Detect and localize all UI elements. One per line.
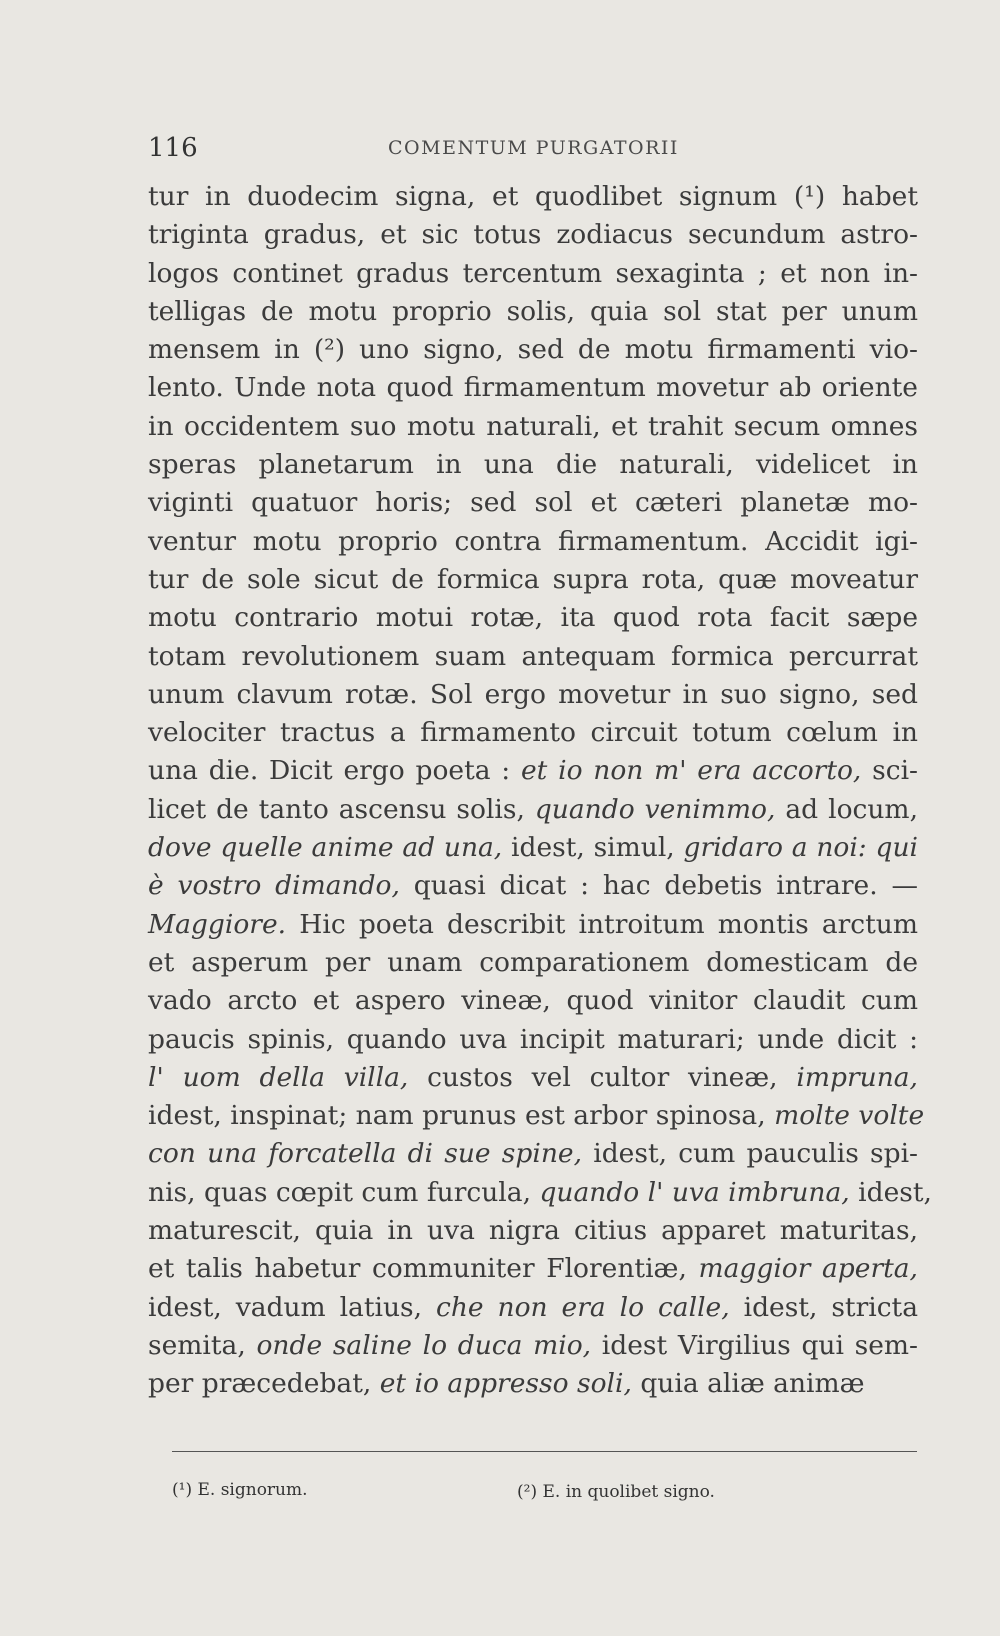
- text-run: totam revolutionem suam antequam formica percurrat: [148, 640, 918, 672]
- text-line: [148, 561, 918, 599]
- text-run: logos continet gradus tercentum sexaginta ; et non in-: [148, 257, 918, 289]
- text-line: [148, 216, 918, 254]
- text-line: [148, 906, 918, 944]
- text-run: telligas de motu proprio solis, quia sol stat per unum: [148, 295, 918, 327]
- text-line: [148, 1097, 925, 1135]
- text-line: [148, 255, 918, 293]
- italic-quote: et io non m' era accorto,: [521, 755, 862, 787]
- text-run: vado arcto et aspero vineæ, quod vinitor claudit cum: [148, 985, 918, 1017]
- italic-quote: Maggiore.: [148, 908, 287, 940]
- text-run: quia aliæ animæ: [631, 1368, 865, 1400]
- text-line: [148, 446, 918, 484]
- italic-quote: quando l' uva imbruna,: [539, 1176, 850, 1208]
- text-run: una die. Dicit ergo poeta :: [148, 755, 521, 787]
- text-run: ventur motu proprio contra firmamentum. Accidit igi-: [148, 525, 918, 557]
- text-line: [148, 752, 918, 790]
- text-line: [148, 714, 918, 752]
- text-line: [148, 1021, 918, 1059]
- italic-quote: con una forcatella di sue spine,: [148, 1138, 583, 1170]
- text-line: [148, 867, 918, 905]
- text-run: ad locum,: [775, 793, 918, 825]
- text-run: idest Virgilius qui sem-: [591, 1329, 919, 1361]
- text-run: motu contrario motui rotæ, ita quod rota facit sæpe: [148, 602, 918, 634]
- text-run: per præcedebat,: [148, 1368, 380, 1400]
- text-run: paucis spinis, quando uva incipit maturari; unde dicit :: [148, 1023, 918, 1055]
- text-line: [148, 1327, 918, 1365]
- text-line: [148, 944, 918, 982]
- page-number: 116: [148, 133, 198, 163]
- text-run: idest, simul,: [502, 832, 684, 864]
- text-run: idest,: [849, 1176, 932, 1208]
- text-line: [148, 599, 918, 637]
- italic-quote: dove quelle anime ad una,: [148, 832, 503, 864]
- text-run: quasi dicat : hac debetis intrare. —: [399, 870, 919, 902]
- body-text: [148, 178, 932, 1404]
- running-head: [148, 133, 918, 163]
- text-run: idest, inspinat; nam prunus est arbor spinosa,: [148, 1100, 775, 1132]
- italic-quote: onde saline lo duca mio,: [256, 1329, 592, 1361]
- text-run: et talis habetur communiter Florentiæ,: [148, 1253, 699, 1285]
- footnote-divider: [172, 1451, 917, 1452]
- text-line: [148, 1059, 918, 1097]
- footnote-1: (¹) E. signorum.: [172, 1480, 308, 1500]
- text-run: velociter tractus a firmamento circuit totum cœlum in: [148, 717, 918, 749]
- italic-quote: l' uom della villa,: [148, 1061, 409, 1093]
- footnote-2: (²) E. in quolibet signo.: [517, 1482, 715, 1502]
- italic-quote: et io appresso soli,: [379, 1368, 632, 1400]
- text-run: unum clavum rotæ. Sol ergo movetur in suo signo, sed: [148, 678, 918, 710]
- italic-quote: è vostro dimando,: [148, 870, 400, 902]
- text-run: custos vel cultor vineæ,: [408, 1061, 797, 1093]
- text-line: [148, 369, 918, 407]
- italic-quote: molte volte: [774, 1100, 925, 1132]
- text-run: idest, stricta: [729, 1291, 919, 1323]
- italic-quote: maggior aperta,: [698, 1253, 918, 1285]
- running-title: COMENTUM PURGATORII: [388, 137, 679, 159]
- italic-quote: impruna,: [796, 1061, 918, 1093]
- text-run: nis, quas cœpit cum furcula,: [148, 1176, 540, 1208]
- text-run: tur in duodecim signa, et quodlibet signum (¹) habet: [148, 181, 918, 212]
- text-run: maturescit, quia in uva nigra citius apparet maturitas,: [148, 1215, 918, 1247]
- text-run: lento. Unde nota quod firmamentum movetur ab oriente: [148, 372, 918, 404]
- text-run: idest, vadum latius,: [148, 1291, 436, 1323]
- text-line: [148, 523, 918, 561]
- text-line: [148, 791, 918, 829]
- text-line: [148, 638, 918, 676]
- text-line: [148, 982, 918, 1020]
- text-run: tur de sole sicut de formica supra rota, quæ moveatur: [148, 563, 918, 595]
- text-run: idest, cum pauculis spi-: [582, 1138, 918, 1170]
- text-run: viginti quatuor horis; sed sol et cæteri planetæ mo-: [148, 487, 918, 519]
- text-line: [148, 1174, 932, 1212]
- italic-quote: gridaro a noi: qui: [683, 832, 919, 864]
- text-run: Hic poeta describit introitum montis arctum: [286, 908, 918, 940]
- text-line: [148, 1212, 918, 1250]
- italic-quote: quando venimmo,: [534, 793, 776, 825]
- text-run: sci-: [861, 755, 918, 787]
- text-line: [148, 1365, 918, 1403]
- text-line: [148, 829, 918, 867]
- text-run: in occidentem suo motu naturali, et trahit secum omnes: [148, 410, 918, 442]
- text-run: licet de tanto ascensu solis,: [148, 793, 535, 825]
- text-line: [148, 331, 918, 369]
- footnotes: [172, 1480, 917, 1510]
- text-run: semita,: [148, 1329, 257, 1361]
- text-run: triginta gradus, et sic totus zodiacus secundum astro-: [148, 219, 918, 251]
- text-line: [148, 1135, 918, 1173]
- text-line: [148, 408, 918, 446]
- text-run: speras planetarum in una die naturali, videlicet in: [148, 449, 918, 481]
- text-line: [148, 178, 918, 216]
- text-line: [148, 484, 918, 522]
- text-run: mensem in (²) uno signo, sed de motu firmamenti vio-: [148, 334, 918, 366]
- text-run: et asperum per unam comparationem domesticam de: [148, 946, 918, 978]
- italic-quote: che non era lo calle,: [436, 1291, 730, 1323]
- text-line: [148, 293, 918, 331]
- text-line: [148, 1289, 918, 1327]
- text-line: [148, 676, 918, 714]
- text-line: [148, 1250, 918, 1288]
